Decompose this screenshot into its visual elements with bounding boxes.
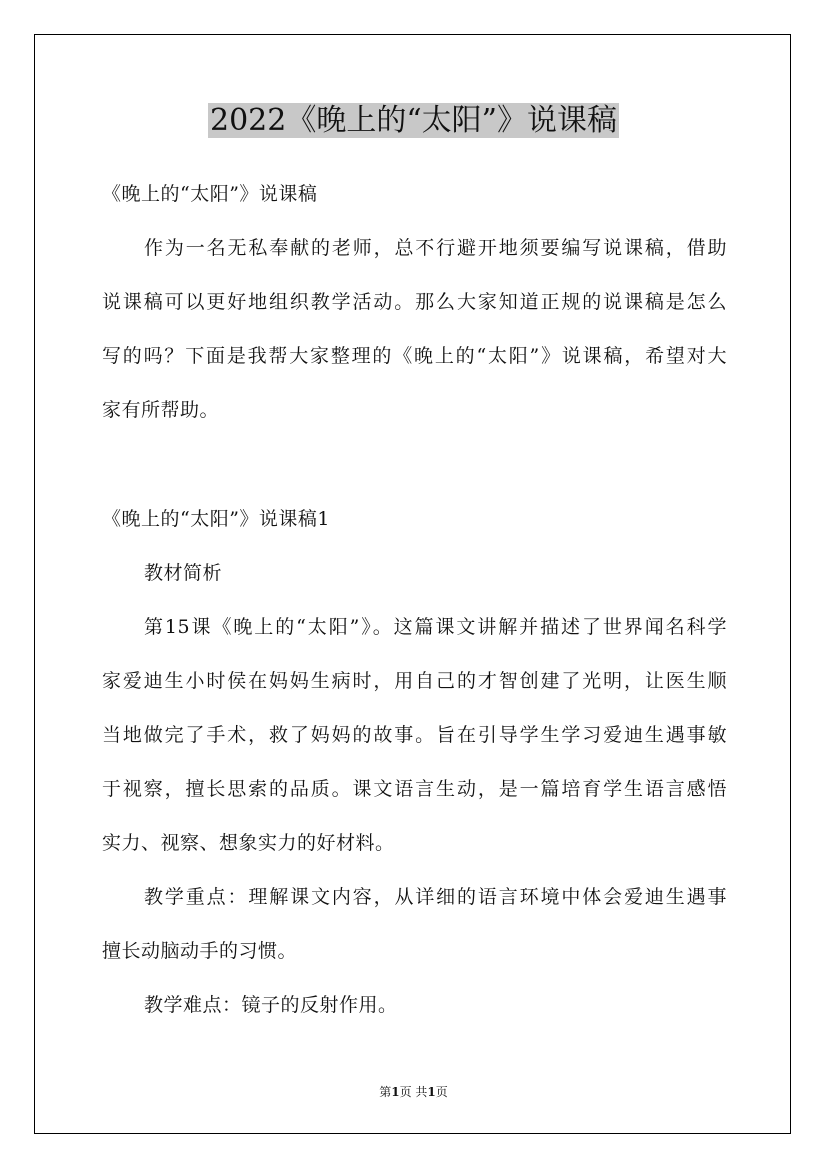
paragraph-line: 实力、视察、想象实力的好材料。 (102, 832, 395, 854)
footer-page-current: 1 (391, 1085, 400, 1099)
footer-page-suffix: 页 (435, 1085, 448, 1099)
paragraph-line: 家爱迪生小时侯在妈妈生病时，用自己的才智创建了光明，让医生顺 (102, 670, 727, 692)
section-heading: 《晚上的“太阳”》说课稿1 (102, 508, 331, 530)
paragraph-line: 于视察，擅长思索的品质。课文语言生动，是一篇培育学生语言感悟 (102, 778, 727, 800)
footer-page-prefix: 第 (379, 1085, 392, 1099)
paragraph-line: 说课稿可以更好地组织教学活动。那么大家知道正规的说课稿是怎么 (102, 291, 727, 313)
page-footer (0, 1084, 827, 1100)
paragraph-line: 写的吗？下面是我帮大家整理的《晚上的“太阳”》说课稿，希望对大 (102, 345, 727, 367)
paragraph-line: 擅长动脑动手的习惯。 (102, 940, 298, 962)
subsection-heading: 教材简析 (144, 562, 223, 584)
footer-page-mid: 页 共 (399, 1085, 428, 1099)
paragraph-line: 家有所帮助。 (102, 399, 220, 421)
subtitle-line: 《晚上的“太阳”》说课稿 (102, 183, 318, 205)
document-title-text: 2022《晚上的“太阳”》说课稿 (209, 103, 618, 138)
paragraph-line: 作为一名无私奉献的老师，总不行避开地须要编写说课稿，借助 (144, 237, 727, 259)
footer-page-total: 1 (427, 1085, 436, 1099)
paragraph-line: 教学难点：镜子的反射作用。 (144, 994, 398, 1016)
paragraph-line: 第15课《晚上的“太阳”》。这篇课文讲解并描述了世界闻名科学 (144, 616, 727, 638)
document-title (0, 98, 827, 144)
paragraph-line: 教学重点：理解课文内容，从详细的语言环境中体会爱迪生遇事 (144, 886, 727, 908)
paragraph-line: 当地做完了手术，救了妈妈的故事。旨在引导学生学习爱迪生遇事敏 (102, 724, 727, 746)
